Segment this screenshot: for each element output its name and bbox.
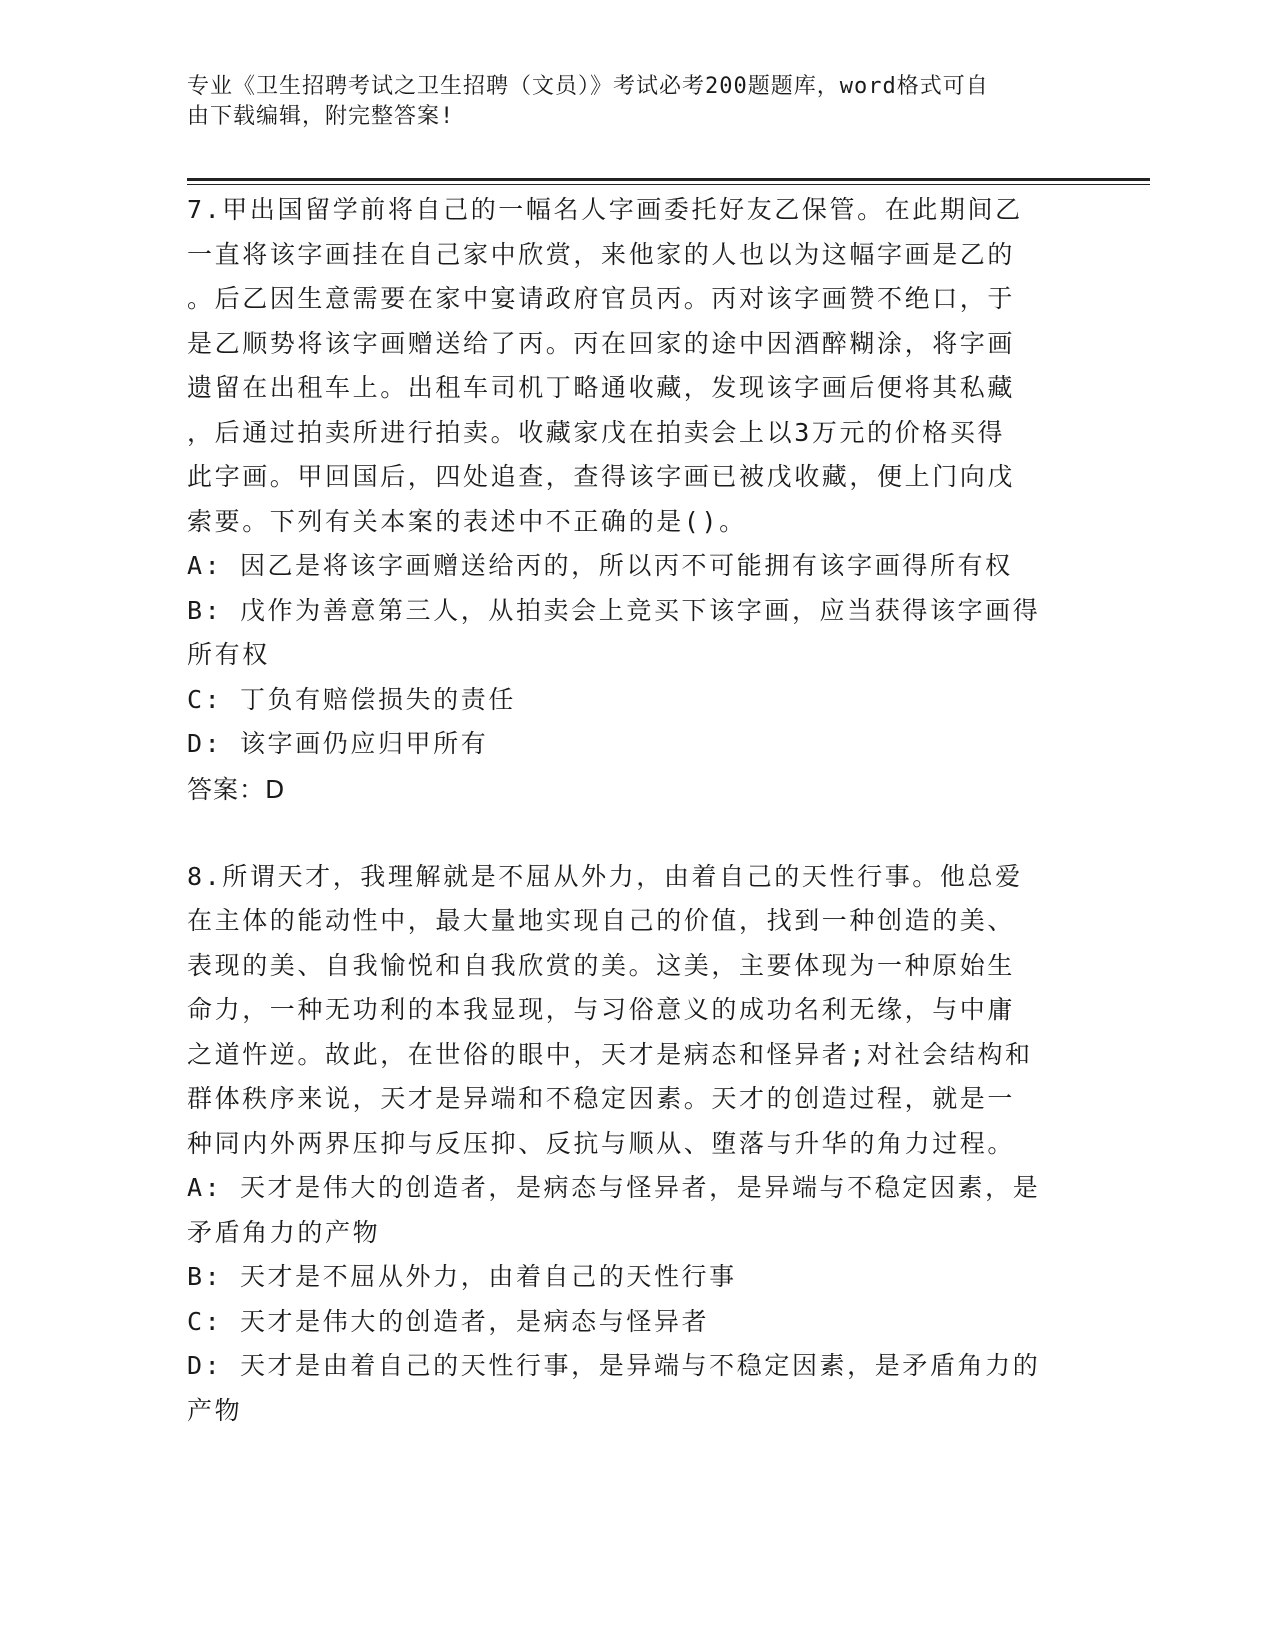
question-stem-line: 是乙顺势将该字画赠送给了丙。丙在回家的途中因酒醉糊涂，将字画 bbox=[187, 328, 1016, 358]
question-stem-line: 表现的美、自我愉悦和自我欣赏的美。这美，主要体现为一种原始生 bbox=[187, 950, 1016, 980]
document-header bbox=[187, 72, 1067, 132]
header-divider bbox=[187, 178, 1150, 181]
question-stem-line: 索要。下列有关本案的表述中不正确的是()。 bbox=[187, 506, 747, 536]
question-stem-line: 8.所谓天才，我理解就是不屈从外力，由着自己的天性行事。他总爱 bbox=[187, 861, 1023, 891]
option-b: B: 天才是不屈从外力，由着自己的天性行事 bbox=[187, 1262, 737, 1291]
question-stem-line: 。后乙因生意需要在家中宴请政府官员丙。丙对该字画赞不绝口，于 bbox=[187, 284, 1016, 313]
option-a: A: 天才是伟大的创造者，是病态与怪异者，是异端与不稳定因素，是 bbox=[187, 1173, 1041, 1202]
question-stem-line: 此字画。甲回国后，四处追查，查得该字画已被戊收藏，便上门向戊 bbox=[187, 462, 1016, 491]
question-stem-line: 在主体的能动性中，最大量地实现自己的价值，找到一种创造的美、 bbox=[187, 906, 1016, 935]
question-stem-line: 遗留在出租车上。出租车司机丁略通收藏，发现该字画后便将其私藏 bbox=[187, 373, 1016, 402]
question-8 bbox=[187, 855, 1087, 1434]
option-a: A: 因乙是将该字画赠送给丙的，所以丙不可能拥有该字画得所有权 bbox=[187, 551, 1013, 580]
option-b-continued: 所有权 bbox=[187, 640, 270, 669]
question-stem-line: 命力，一种无功利的本我显现，与习俗意义的成功名利无缘，与中庸 bbox=[187, 995, 1016, 1024]
option-d: D: 该字画仍应归甲所有 bbox=[187, 729, 489, 758]
option-c: C: 丁负有赔偿损失的责任 bbox=[187, 684, 516, 714]
option-a-continued: 矛盾角力的产物 bbox=[187, 1217, 381, 1247]
question-stem-line: ，后通过拍卖所进行拍卖。收藏家戊在拍卖会上以3万元的价格买得 bbox=[187, 417, 1006, 447]
question-spacer bbox=[187, 813, 1087, 855]
option-d: D: 天才是由着自己的天性行事，是异端与不稳定因素，是矛盾角力的 bbox=[187, 1351, 1041, 1380]
header-line: 由下载编辑，附完整答案! bbox=[187, 104, 455, 129]
question-stem-line: 群体秩序来说，天才是异端和不稳定因素。天才的创造过程，就是一 bbox=[187, 1084, 1016, 1113]
option-d-continued: 产物 bbox=[187, 1395, 243, 1425]
answer-label: 答案：D bbox=[187, 774, 286, 804]
document-body bbox=[187, 188, 1087, 1433]
header-line: 专业《卫生招聘考试之卫生招聘（文员）》考试必考200题题库，word格式可自 bbox=[187, 74, 989, 99]
question-stem-line: 之道忤逆。故此，在世俗的眼中，天才是病态和怪异者;对社会结构和 bbox=[187, 1039, 1033, 1069]
header-divider-thin bbox=[187, 184, 1150, 185]
option-b: B: 戊作为善意第三人，从拍卖会上竞买下该字画，应当获得该字画得 bbox=[187, 595, 1041, 625]
question-stem-line: 一直将该字画挂在自己家中欣赏，来他家的人也以为这幅字画是乙的 bbox=[187, 239, 1016, 269]
question-7 bbox=[187, 188, 1087, 813]
question-stem-line: 7.甲出国留学前将自己的一幅名人字画委托好友乙保管。在此期间乙 bbox=[187, 195, 1023, 224]
question-stem-line: 种同内外两界压抑与反压抑、反抗与顺从、堕落与升华的角力过程。 bbox=[187, 1128, 1016, 1158]
option-c: C: 天才是伟大的创造者，是病态与怪异者 bbox=[187, 1306, 710, 1336]
